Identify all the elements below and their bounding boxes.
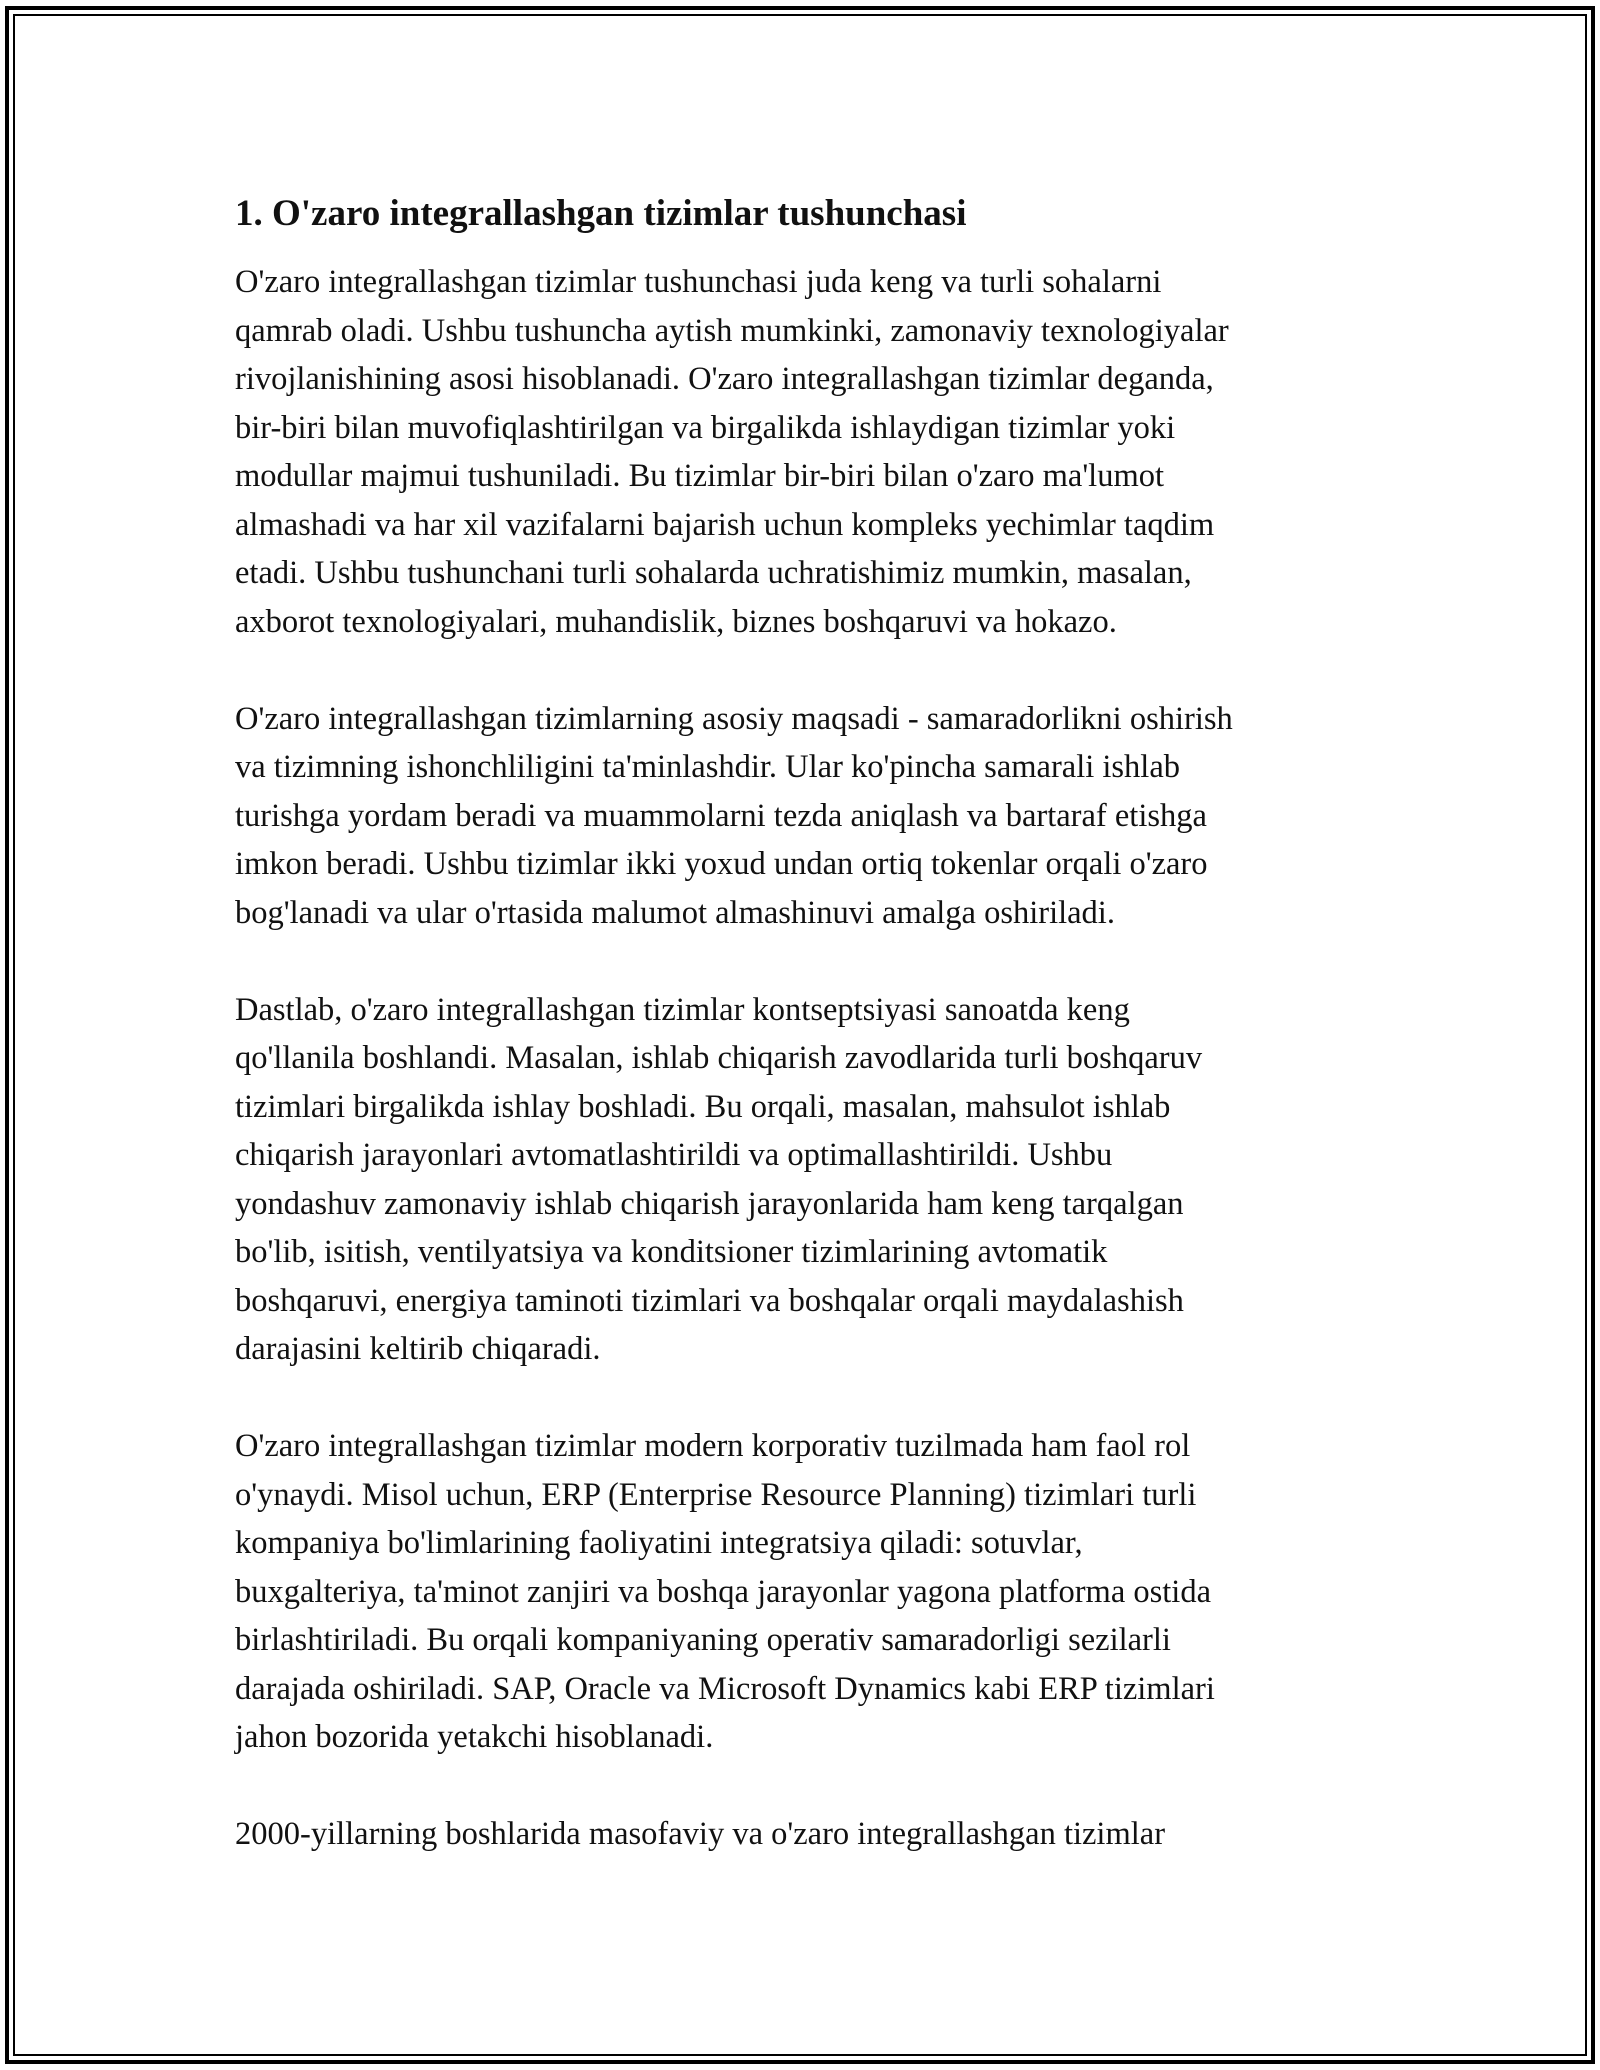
text-line: darajasini keltirib chiqaradi.	[235, 1331, 601, 1367]
text-line: bog'lanadi va ular o'rtasida malumot almashinuvi amalga oshiriladi.	[235, 894, 1115, 931]
text-line: yondashuv zamonaviy ishlab chiqarish jarayonlarida ham keng tarqalgan	[235, 1185, 1184, 1222]
paragraph-spacer	[235, 1374, 1375, 1423]
text-line: O'zaro integrallashgan tizimlar modern korporativ tuzilmada ham faol rol	[235, 1428, 1191, 1464]
text-line: O'zaro integrallashgan tizimlar tushunchasi juda keng va turli sohalarni	[235, 264, 1162, 300]
text-line: O'zaro integrallashgan tizimlarning asosiy maqsadi - samaradorlikni oshirish	[235, 700, 1233, 737]
text-line: qamrab oladi. Ushbu tushuncha aytish mumkinki, zamonaviy texnologiyalar	[235, 312, 1229, 349]
text-line: o'ynaydi. Misol uchun, ERP (Enterprise Resource Planning) tizimlari turli	[235, 1476, 1197, 1513]
text-line: axborot texnologiyalari, muhandislik, biznes boshqaruvi va hokazo.	[235, 603, 1117, 640]
text-line: darajada oshiriladi. SAP, Oracle va Microsoft Dynamics kabi ERP tizimlari	[235, 1670, 1215, 1707]
text-line: va tizimning ishonchliligini ta'minlashdir. Ular ko'pincha samarali ishlab	[235, 749, 1181, 785]
text-line: bo'lib, isitish, ventilyatsiya va konditsioner tizimlarining avtomatik	[235, 1234, 1108, 1270]
text-line: rivojlanishining asosi hisoblanadi. O'zaro integrallashgan tizimlar deganda,	[235, 361, 1214, 397]
text-line: qo'llanila boshlandi. Masalan, ishlab chiqarish zavodlarida turli boshqaruv	[235, 1040, 1203, 1076]
paragraph-3	[235, 986, 1375, 1374]
text-line: modullar majmui tushuniladi. Bu tizimlar bir-biri bilan o'zaro ma'lumot	[235, 458, 1165, 494]
text-line: tizimlari birgalikda ishlay boshladi. Bu orqali, masalan, mahsulot ishlab	[235, 1088, 1171, 1125]
text-line: buxgalteriya, ta'minot zanjiri va boshqa jarayonlar yagona platforma ostida	[235, 1573, 1212, 1610]
text-line: 2000-yillarning boshlarida masofaviy va o'zaro integrallashgan tizimlar	[235, 1816, 1166, 1852]
text-line: turishga yordam beradi va muammolarni tezda aniqlash va bartaraf etishga	[235, 797, 1207, 834]
text-line: almashadi va har xil vazifalarni bajarish uchun kompleks yechimlar taqdim	[235, 506, 1215, 543]
paragraph-5	[235, 1810, 1375, 1859]
section-heading: 1. O'zaro integrallashgan tizimlar tushunchasi	[235, 193, 967, 234]
text-line: kompaniya bo'limlarining faoliyatini integratsiya qiladi: sotuvlar,	[235, 1525, 1083, 1561]
paragraph-4	[235, 1422, 1375, 1762]
text-line: etadi. Ushbu tushunchani turli sohalarda uchratishimiz mumkin, masalan,	[235, 555, 1192, 591]
document-body	[235, 186, 1375, 1859]
text-line: jahon bozorida yetakchi hisoblanadi.	[235, 1719, 714, 1755]
text-line: imkon beradi. Ushbu tizimlar ikki yoxud undan ortiq tokenlar orqali o'zaro	[235, 846, 1208, 882]
paragraph-1	[235, 258, 1375, 646]
paragraph-spacer	[235, 937, 1375, 986]
text-line: birlashtiriladi. Bu orqali kompaniyaning operativ samaradorligi sezilarli	[235, 1622, 1171, 1658]
text-line: chiqarish jarayonlari avtomatlashtirildi va optimallashtirildi. Ushbu	[235, 1137, 1113, 1173]
text-line: boshqaruvi, energiya taminoti tizimlari va boshqalar orqali maydalashish	[235, 1282, 1184, 1319]
paragraph-spacer	[235, 1762, 1375, 1811]
paragraph-spacer	[235, 646, 1375, 695]
text-line: Dastlab, o'zaro integrallashgan tizimlar kontseptsiyasi sanoatda keng	[235, 991, 1130, 1028]
paragraph-2	[235, 695, 1375, 938]
text-line: bir-biri bilan muvofiqlashtirilgan va birgalikda ishlaydigan tizimlar yoki	[235, 409, 1176, 446]
